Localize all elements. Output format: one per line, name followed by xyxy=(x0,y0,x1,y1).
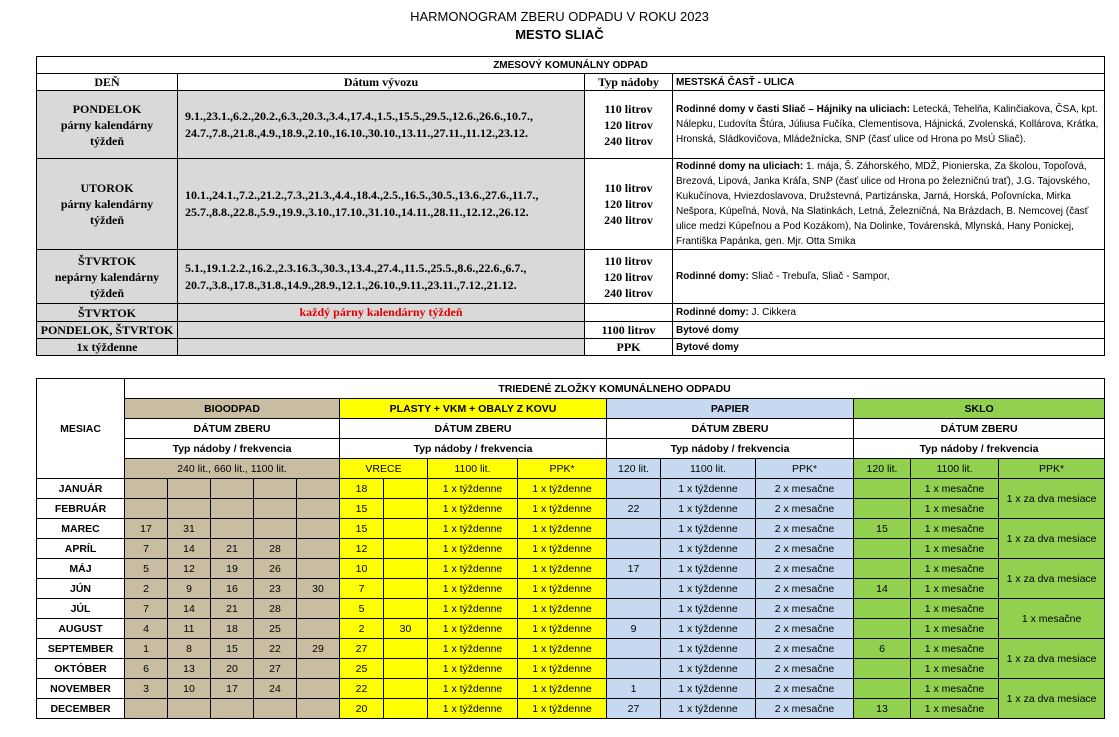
bio-date xyxy=(168,479,211,499)
bio-date: 29 xyxy=(297,639,340,659)
day-cell: UTOROK párny kalendárny týždeň xyxy=(37,159,178,250)
papier-col-ppk: PPK* xyxy=(756,459,854,479)
bio-date: 28 xyxy=(254,599,297,619)
plasty-date: 18 xyxy=(340,479,384,499)
plasty-1100-freq: 1 x týždenne xyxy=(428,479,518,499)
table-row xyxy=(37,250,1105,304)
bio-date xyxy=(211,499,254,519)
bio-date xyxy=(211,519,254,539)
bio-date: 16 xyxy=(211,579,254,599)
sklo-ppk-freq: 1 x za dva mesiace xyxy=(999,479,1105,519)
bio-date: 11 xyxy=(168,619,211,639)
group-sklo: SKLO xyxy=(854,399,1105,419)
plasty-ppk-freq: 1 x týždenne xyxy=(518,599,607,619)
month-name: JÚN xyxy=(37,579,125,599)
bio-date xyxy=(254,479,297,499)
month-name: OKTÓBER xyxy=(37,659,125,679)
bio-date xyxy=(125,499,168,519)
papier-1100-freq: 1 x týždenne xyxy=(661,579,756,599)
papier-date xyxy=(607,479,661,499)
bio-date xyxy=(297,619,340,639)
plasty-date-2: 30 xyxy=(384,619,428,639)
papier-1100-freq: 1 x týždenne xyxy=(661,619,756,639)
size-cell xyxy=(585,304,673,322)
papier-date xyxy=(607,539,661,559)
bio-date xyxy=(254,699,297,719)
table-row xyxy=(37,479,1105,499)
group-bio: BIOODPAD xyxy=(125,399,340,419)
size-cell: PPK xyxy=(585,339,673,356)
sorted-waste-table xyxy=(36,378,1105,719)
plasty-1100-freq: 1 x týždenne xyxy=(428,499,518,519)
plasty-date: 20 xyxy=(340,699,384,719)
plasty-date-2 xyxy=(384,599,428,619)
month-name: MÁJ xyxy=(37,559,125,579)
plasty-date: 2 xyxy=(340,619,384,639)
table-row xyxy=(37,659,1105,679)
day-cell: PONDELOK párny kalendárny týždeň xyxy=(37,91,178,159)
bio-date: 10 xyxy=(168,679,211,699)
plasty-date: 5 xyxy=(340,599,384,619)
plasty-date: 7 xyxy=(340,579,384,599)
district-cell: Rodinné domy: J. Cikkera xyxy=(673,304,1105,322)
month-name: AUGUST xyxy=(37,619,125,639)
sorted-waste-title: TRIEDENÉ ZLOŽKY KOMUNÁLNEHO ODPADU xyxy=(125,379,1105,399)
plasty-date-2 xyxy=(384,679,428,699)
mixed-waste-title: ZMESOVÝ KOMUNÁLNY ODPAD xyxy=(37,57,1105,74)
dates-cell xyxy=(178,322,585,339)
mixed-waste-table xyxy=(36,56,1105,356)
table-row xyxy=(37,304,1105,322)
bio-date xyxy=(297,599,340,619)
sklo-1100-freq: 1 x mesačne xyxy=(911,639,999,659)
plasty-date-2 xyxy=(384,559,428,579)
district-cell: Rodinné domy: Sliač - Trebuľa, Sliač - Sampor, xyxy=(673,250,1105,304)
plasty-1100-freq: 1 x týždenne xyxy=(428,619,518,639)
sklo-1100-freq: 1 x mesačne xyxy=(911,659,999,679)
bio-date xyxy=(211,479,254,499)
typ-nadoby-plasty: Typ nádoby / frekvencia xyxy=(340,439,607,459)
plasty-ppk-freq: 1 x týždenne xyxy=(518,639,607,659)
bio-date: 21 xyxy=(211,539,254,559)
note-cell: každý párny kalendárny týždeň xyxy=(178,304,585,322)
sklo-date xyxy=(854,499,911,519)
table-row xyxy=(37,579,1105,599)
dates-cell: 5.1.,19.1.2.2.,16.2.,2.3.16.3.,30.3.,13.4.,27.4.,11.5.,25.5.,8.6.,22.6.,6.7., 20.7.,3.8.,17.8.,31.8.,14.9.,28.9.,12.1.,26.10.,9.11.,23.11.,7.12.,21.12. xyxy=(178,250,585,304)
papier-ppk-freq: 2 x mesačne xyxy=(756,559,854,579)
group-papier: PAPIER xyxy=(607,399,854,419)
datum-zberu-papier: DÁTUM ZBERU xyxy=(607,419,854,439)
table-row xyxy=(37,91,1105,159)
datum-zberu-bio: DÁTUM ZBERU xyxy=(125,419,340,439)
sklo-date xyxy=(854,679,911,699)
papier-col-120: 120 lit. xyxy=(607,459,661,479)
sklo-date xyxy=(854,479,911,499)
sklo-1100-freq: 1 x mesačne xyxy=(911,499,999,519)
plasty-ppk-freq: 1 x týždenne xyxy=(518,679,607,699)
table-row xyxy=(37,322,1105,339)
bio-date: 6 xyxy=(125,659,168,679)
page-subtitle: MESTO SLIAČ xyxy=(515,27,604,42)
papier-date: 1 xyxy=(607,679,661,699)
sklo-ppk-freq: 1 x za dva mesiace xyxy=(999,559,1105,599)
datum-zberu-sklo: DÁTUM ZBERU xyxy=(854,419,1105,439)
papier-ppk-freq: 2 x mesačne xyxy=(756,579,854,599)
papier-ppk-freq: 2 x mesačne xyxy=(756,679,854,699)
plasty-date-2 xyxy=(384,519,428,539)
month-name: DECEMBER xyxy=(37,699,125,719)
bio-date: 14 xyxy=(168,539,211,559)
month-header: MESIAC xyxy=(37,379,125,479)
table-row xyxy=(37,619,1105,639)
papier-ppk-freq: 2 x mesačne xyxy=(756,539,854,559)
papier-1100-freq: 1 x týždenne xyxy=(661,499,756,519)
table-row xyxy=(37,339,1105,356)
plasty-ppk-freq: 1 x týždenne xyxy=(518,699,607,719)
bio-date xyxy=(168,499,211,519)
bio-date: 21 xyxy=(211,599,254,619)
plasty-date-2 xyxy=(384,579,428,599)
month-name: JÚL xyxy=(37,599,125,619)
plasty-ppk-freq: 1 x týždenne xyxy=(518,619,607,639)
papier-1100-freq: 1 x týždenne xyxy=(661,599,756,619)
typ-nadoby-bio: Typ nádoby / frekvencia xyxy=(125,439,340,459)
sklo-date: 6 xyxy=(854,639,911,659)
district-cell: Bytové domy xyxy=(673,322,1105,339)
month-name: JANUÁR xyxy=(37,479,125,499)
plasty-1100-freq: 1 x týždenne xyxy=(428,599,518,619)
bio-date: 12 xyxy=(168,559,211,579)
bio-date: 20 xyxy=(211,659,254,679)
bio-date xyxy=(297,539,340,559)
plasty-1100-freq: 1 x týždenne xyxy=(428,679,518,699)
bio-date: 4 xyxy=(125,619,168,639)
papier-date: 9 xyxy=(607,619,661,639)
bio-date: 17 xyxy=(211,679,254,699)
plasty-ppk-freq: 1 x týždenne xyxy=(518,499,607,519)
group-plasty: PLASTY + VKM + OBALY Z KOVU xyxy=(340,399,607,419)
papier-date: 22 xyxy=(607,499,661,519)
plasty-1100-freq: 1 x týždenne xyxy=(428,699,518,719)
sklo-col-120: 120 lit. xyxy=(854,459,911,479)
papier-date xyxy=(607,599,661,619)
bio-date: 13 xyxy=(168,659,211,679)
plasty-1100-freq: 1 x týždenne xyxy=(428,579,518,599)
bio-date xyxy=(297,559,340,579)
month-name: MAREC xyxy=(37,519,125,539)
size-cell: 110 litrov 120 litrov 240 litrov xyxy=(585,250,673,304)
sklo-1100-freq: 1 x mesačne xyxy=(911,579,999,599)
bio-date xyxy=(254,499,297,519)
plasty-1100-freq: 1 x týždenne xyxy=(428,639,518,659)
papier-date xyxy=(607,639,661,659)
size-cell: 110 litrov 120 litrov 240 litrov xyxy=(585,91,673,159)
plasty-date-2 xyxy=(384,479,428,499)
month-name: NOVEMBER xyxy=(37,679,125,699)
sklo-date: 15 xyxy=(854,519,911,539)
district-cell: Bytové domy xyxy=(673,339,1105,356)
sklo-1100-freq: 1 x mesačne xyxy=(911,699,999,719)
papier-date xyxy=(607,519,661,539)
sklo-1100-freq: 1 x mesačne xyxy=(911,559,999,579)
bio-date: 24 xyxy=(254,679,297,699)
bio-date xyxy=(297,679,340,699)
dates-cell xyxy=(178,339,585,356)
bio-date xyxy=(125,699,168,719)
bio-date: 18 xyxy=(211,619,254,639)
papier-ppk-freq: 2 x mesačne xyxy=(756,479,854,499)
bio-sizes: 240 lit., 660 lit., 1100 lit. xyxy=(125,459,340,479)
papier-ppk-freq: 2 x mesačne xyxy=(756,619,854,639)
header-district: MESTSKÁ ČASŤ - ULICA xyxy=(673,74,1105,91)
bio-date: 30 xyxy=(297,579,340,599)
district-cell: Rodinné domy na uliciach: 1. mája, Š. Záhorského, MDŽ, Pionierska, Za školou, Topoľová, Brezová, Lipová, Janka Kráľa, SNP (časť ulice od Hrona po železničnú trať), J.G. Tajovského, Kukučínova, Hviezdoslavova, Družstevná, Partizánska, Jarná, Horská, Poľovnícka, Mirka Nešpora, Kúpeľná, Nová, Na Slatinkách, Letná, Železničná, Na Brázdach, B. Nemcovej (časť ulice medzi Kúpeľnou a Pod Kozákom), Na Dolinke, Továrenská, Mlynská, Hany Ponickej, Františka Papánka, gen. Mjr. Otta Smika xyxy=(673,159,1105,250)
header-day: DEŇ xyxy=(37,74,178,91)
day-cell: ŠTVRTOK nepárny kalendárny týždeň xyxy=(37,250,178,304)
typ-nadoby-sklo: Typ nádoby / frekvencia xyxy=(854,439,1105,459)
table-row xyxy=(37,679,1105,699)
bio-date xyxy=(297,499,340,519)
sklo-1100-freq: 1 x mesačne xyxy=(911,479,999,499)
bio-date xyxy=(125,479,168,499)
day-cell: ŠTVRTOK xyxy=(37,304,178,322)
table-row xyxy=(37,539,1105,559)
size-cell: 110 litrov 120 litrov 240 litrov xyxy=(585,159,673,250)
sklo-date: 13 xyxy=(854,699,911,719)
sklo-1100-freq: 1 x mesačne xyxy=(911,599,999,619)
plasty-1100-freq: 1 x týždenne xyxy=(428,559,518,579)
sklo-date xyxy=(854,539,911,559)
header-container: Typ nádoby xyxy=(585,74,673,91)
bio-date: 7 xyxy=(125,539,168,559)
papier-1100-freq: 1 x týždenne xyxy=(661,539,756,559)
bio-date: 15 xyxy=(211,639,254,659)
papier-date xyxy=(607,659,661,679)
bio-date: 22 xyxy=(254,639,297,659)
sklo-1100-freq: 1 x mesačne xyxy=(911,539,999,559)
plasty-1100-freq: 1 x týždenne xyxy=(428,539,518,559)
plasty-date: 15 xyxy=(340,519,384,539)
bio-date: 17 xyxy=(125,519,168,539)
plasty-ppk-freq: 1 x týždenne xyxy=(518,659,607,679)
plasty-date: 27 xyxy=(340,639,384,659)
papier-ppk-freq: 2 x mesačne xyxy=(756,639,854,659)
papier-ppk-freq: 2 x mesačne xyxy=(756,519,854,539)
sklo-1100-freq: 1 x mesačne xyxy=(911,519,999,539)
bio-date: 1 xyxy=(125,639,168,659)
papier-ppk-freq: 2 x mesačne xyxy=(756,599,854,619)
bio-date: 8 xyxy=(168,639,211,659)
table-row xyxy=(37,599,1105,619)
sklo-1100-freq: 1 x mesačne xyxy=(911,619,999,639)
papier-date xyxy=(607,579,661,599)
plasty-date: 22 xyxy=(340,679,384,699)
table-row xyxy=(37,499,1105,519)
papier-1100-freq: 1 x týždenne xyxy=(661,659,756,679)
table-row xyxy=(37,159,1105,250)
dates-cell: 10.1.,24.1.,7.2.,21.2.,7.3.,21.3.,4.4.,18.4.,2.5.,16.5.,30.5.,13.6.,27.6.,11.7., 25.7.,8.8.,22.8.,5.9.,19.9.,3.10.,17.10.,31.10.,14.11.,28.11.,12.12.,26.12. xyxy=(178,159,585,250)
month-name: FEBRUÁR xyxy=(37,499,125,519)
papier-1100-freq: 1 x týždenne xyxy=(661,479,756,499)
papier-1100-freq: 1 x týždenne xyxy=(661,639,756,659)
bio-date: 25 xyxy=(254,619,297,639)
bio-date: 26 xyxy=(254,559,297,579)
sklo-date xyxy=(854,599,911,619)
table-row xyxy=(37,519,1105,539)
table-row xyxy=(37,639,1105,659)
bio-date xyxy=(297,659,340,679)
plasty-date-2 xyxy=(384,659,428,679)
papier-date: 27 xyxy=(607,699,661,719)
papier-1100-freq: 1 x týždenne xyxy=(661,559,756,579)
plasty-date-2 xyxy=(384,539,428,559)
bio-date: 14 xyxy=(168,599,211,619)
page-title: HARMONOGRAM ZBERU ODPADU V ROKU 2023 xyxy=(410,9,709,24)
table-row xyxy=(37,699,1105,719)
sklo-ppk-freq: 1 x mesačne xyxy=(999,599,1105,639)
bio-date xyxy=(254,519,297,539)
bio-date: 7 xyxy=(125,599,168,619)
bio-date xyxy=(211,699,254,719)
papier-1100-freq: 1 x týždenne xyxy=(661,679,756,699)
bio-date: 2 xyxy=(125,579,168,599)
plasty-ppk-freq: 1 x týždenne xyxy=(518,579,607,599)
bio-date xyxy=(297,519,340,539)
sklo-1100-freq: 1 x mesačne xyxy=(911,679,999,699)
day-cell: 1x týždenne xyxy=(37,339,178,356)
plasty-1100-freq: 1 x týždenne xyxy=(428,659,518,679)
plasty-date: 25 xyxy=(340,659,384,679)
plasty-ppk-freq: 1 x týždenne xyxy=(518,539,607,559)
plasty-col-ppk: PPK* xyxy=(518,459,607,479)
sklo-date xyxy=(854,659,911,679)
month-name: APRÍL xyxy=(37,539,125,559)
sklo-ppk-freq: 1 x za dva mesiace xyxy=(999,519,1105,559)
plasty-date-2 xyxy=(384,639,428,659)
plasty-col-vrece: VRECE xyxy=(340,459,428,479)
plasty-date-2 xyxy=(384,499,428,519)
plasty-ppk-freq: 1 x týždenne xyxy=(518,519,607,539)
header-dates: Dátum vývozu xyxy=(178,74,585,91)
bio-date: 9 xyxy=(168,579,211,599)
sklo-ppk-freq: 1 x za dva mesiace xyxy=(999,679,1105,719)
bio-date: 5 xyxy=(125,559,168,579)
papier-ppk-freq: 2 x mesačne xyxy=(756,499,854,519)
plasty-date: 15 xyxy=(340,499,384,519)
papier-ppk-freq: 2 x mesačne xyxy=(756,699,854,719)
sklo-ppk-freq: 1 x za dva mesiace xyxy=(999,639,1105,679)
plasty-ppk-freq: 1 x týždenne xyxy=(518,559,607,579)
papier-1100-freq: 1 x týždenne xyxy=(661,699,756,719)
table-row xyxy=(37,559,1105,579)
bio-date: 23 xyxy=(254,579,297,599)
papier-ppk-freq: 2 x mesačne xyxy=(756,659,854,679)
papier-col-1100: 1100 lit. xyxy=(661,459,756,479)
plasty-date-2 xyxy=(384,699,428,719)
papier-1100-freq: 1 x týždenne xyxy=(661,519,756,539)
dates-cell: 9.1.,23.1.,6.2.,20.2.,6.3.,20.3.,3.4.,17.4.,1.5.,15.5.,29.5.,12.6.,26.6.,10.7., 24.7.,7.8.,21.8.,4.9.,18.9.,2.10.,16.10.,30.10.,13.11.,27.11.,11.12.,23.12. xyxy=(178,91,585,159)
sklo-date xyxy=(854,619,911,639)
bio-date xyxy=(297,699,340,719)
bio-date: 3 xyxy=(125,679,168,699)
day-cell: PONDELOK, ŠTVRTOK xyxy=(37,322,178,339)
papier-date: 17 xyxy=(607,559,661,579)
plasty-ppk-freq: 1 x týždenne xyxy=(518,479,607,499)
sklo-col-1100: 1100 lit. xyxy=(911,459,999,479)
plasty-1100-freq: 1 x týždenne xyxy=(428,519,518,539)
bio-date xyxy=(297,479,340,499)
district-cell: Rodinné domy v časti Sliač – Hájniky na uliciach: Letecká, Tehelňa, Kalinčiakova, ČSA, kpt. Nálepku, Ľudovíta Štúra, Júliusa Fučíka, Clementisova, Hájnická, Zvolenská, Kollárova, Krátka, Hronská, Sládkovičova, Mládežnícka, SNP (časť ulice od Hrona po MsÚ Sliač). xyxy=(673,91,1105,159)
plasty-date: 10 xyxy=(340,559,384,579)
bio-date: 28 xyxy=(254,539,297,559)
bio-date: 19 xyxy=(211,559,254,579)
bio-date: 31 xyxy=(168,519,211,539)
size-cell: 1100 litrov xyxy=(585,322,673,339)
datum-zberu-plasty: DÁTUM ZBERU xyxy=(340,419,607,439)
sklo-date xyxy=(854,559,911,579)
plasty-col-1100: 1100 lit. xyxy=(428,459,518,479)
typ-nadoby-papier: Typ nádoby / frekvencia xyxy=(607,439,854,459)
month-name: SEPTEMBER xyxy=(37,639,125,659)
sklo-date: 14 xyxy=(854,579,911,599)
bio-date: 27 xyxy=(254,659,297,679)
sklo-col-ppk: PPK* xyxy=(999,459,1105,479)
bio-date xyxy=(168,699,211,719)
plasty-date: 12 xyxy=(340,539,384,559)
